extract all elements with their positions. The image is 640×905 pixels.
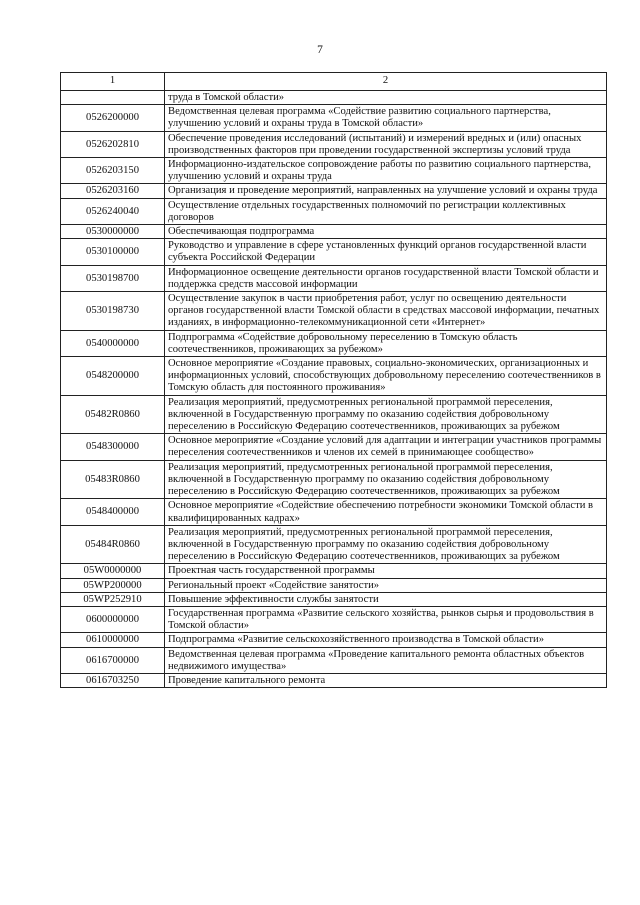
row-name: Проектная часть государственной программы (165, 564, 607, 578)
row-name: труда в Томской области» (165, 91, 607, 105)
row-name: Основное мероприятие «Создание правовых, социально-экономических, организационных и информационных условий, способствующих добровольному переселению соотечественников в Томскую область для постоянного проживания» (165, 357, 607, 396)
table-row (61, 330, 607, 356)
table-row (61, 91, 607, 105)
row-name: Информационное освещение деятельности органов государственной власти Томской области и поддержка средств массовой информации (165, 265, 607, 291)
row-code: 0610000000 (61, 633, 165, 647)
table-row (61, 225, 607, 239)
row-name: Основное мероприятие «Содействие обеспечению потребности экономики Томской области в квалифицированных кадрах» (165, 499, 607, 525)
row-code: 0530000000 (61, 225, 165, 239)
table-header-row (61, 73, 607, 91)
row-name: Организация и проведение мероприятий, направленных на улучшение условий и охраны труда (165, 184, 607, 198)
row-name: Основное мероприятие «Создание условий для адаптации и интеграции участников программы переселения соотечественников и членов их семей в принимающее сообщество» (165, 434, 607, 460)
table-row (61, 239, 607, 265)
row-code (61, 91, 165, 105)
row-code: 05WP200000 (61, 578, 165, 592)
row-code: 0540000000 (61, 330, 165, 356)
row-code: 0530198730 (61, 292, 165, 331)
row-code: 0600000000 (61, 606, 165, 632)
page-number: 7 (317, 44, 323, 56)
row-name: Подпрограмма «Содействие добровольному переселению в Томскую область соотечественников, проживающих за рубежом» (165, 330, 607, 356)
table-row (61, 564, 607, 578)
row-name: Обеспечение проведения исследований (испытаний) и измерений вредных и (или) опасных производственных факторов при проведении государственной экспертизы условий труда (165, 131, 607, 157)
column-header-name: 2 (165, 73, 607, 91)
row-code: 0526203150 (61, 158, 165, 184)
classification-table (60, 72, 607, 688)
row-code: 0548400000 (61, 499, 165, 525)
row-code: 05482R0860 (61, 395, 165, 434)
table-row (61, 105, 607, 131)
table-row (61, 499, 607, 525)
row-code: 0616703250 (61, 673, 165, 687)
row-code: 05WP252910 (61, 592, 165, 606)
row-name: Ведомственная целевая программа «Проведение капитального ремонта областных объектов недвижимого имущества» (165, 647, 607, 673)
row-name: Реализация мероприятий, предусмотренных региональной программой переселения, включенной в Государственную программу по оказанию содействия добровольному переселению в Российскую Федерацию соотечественников, проживающих за рубежом (165, 460, 607, 499)
row-name: Региональный проект «Содействие занятости» (165, 578, 607, 592)
row-name: Осуществление закупок в части приобретения работ, услуг по освещению деятельности органов государственной власти Томской области в средствах массовой информации, печатных изданиях, в информационно-телекоммуникационной сети «Интернет» (165, 292, 607, 331)
table-row (61, 673, 607, 687)
table-row (61, 578, 607, 592)
column-header-code: 1 (61, 73, 165, 91)
table-row (61, 460, 607, 499)
row-code: 0526203160 (61, 184, 165, 198)
row-code: 05484R0860 (61, 525, 165, 564)
row-name: Реализация мероприятий, предусмотренных региональной программой переселения, включенной в Государственную программу по оказанию содействия добровольному переселению в Российскую Федерацию соотечественников, проживающих за рубежом (165, 525, 607, 564)
table-row (61, 357, 607, 396)
row-code: 0530100000 (61, 239, 165, 265)
table-row (61, 158, 607, 184)
row-name: Проведение капитального ремонта (165, 673, 607, 687)
table-row (61, 198, 607, 224)
table-row (61, 633, 607, 647)
table-row (61, 395, 607, 434)
row-name: Руководство и управление в сфере установленных функций органов государственной власти субъекта Российской Федерации (165, 239, 607, 265)
row-code: 0530198700 (61, 265, 165, 291)
row-code: 0548300000 (61, 434, 165, 460)
row-name: Подпрограмма «Развитие сельскохозяйственного производства в Томской области» (165, 633, 607, 647)
row-code: 0526202810 (61, 131, 165, 157)
row-code: 0548200000 (61, 357, 165, 396)
row-code: 05W0000000 (61, 564, 165, 578)
row-name: Реализация мероприятий, предусмотренных региональной программой переселения, включенной в Государственную программу по оказанию содействия добровольному переселению в Российскую Федерацию соотечественников, проживающих за рубежом (165, 395, 607, 434)
table-row (61, 265, 607, 291)
row-code: 0526200000 (61, 105, 165, 131)
table-row (61, 131, 607, 157)
row-code: 0526240040 (61, 198, 165, 224)
table-row (61, 647, 607, 673)
table-row (61, 606, 607, 632)
row-name: Информационно-издательское сопровождение работы по развитию социального партнерства, улучшению условий и охраны труда (165, 158, 607, 184)
table-body (61, 91, 607, 688)
table-row (61, 525, 607, 564)
row-code: 0616700000 (61, 647, 165, 673)
row-name: Государственная программа «Развитие сельского хозяйства, рынков сырья и продовольствия в Томской области» (165, 606, 607, 632)
row-name: Повышение эффективности службы занятости (165, 592, 607, 606)
table-row (61, 434, 607, 460)
row-code: 05483R0860 (61, 460, 165, 499)
table-row (61, 184, 607, 198)
table-row (61, 592, 607, 606)
row-name: Обеспечивающая подпрограмма (165, 225, 607, 239)
row-name: Ведомственная целевая программа «Содействие развитию социального партнерства, улучшению условий и охраны труда в Томской области» (165, 105, 607, 131)
table-row (61, 292, 607, 331)
row-name: Осуществление отдельных государственных полномочий по регистрации коллективных договоров (165, 198, 607, 224)
